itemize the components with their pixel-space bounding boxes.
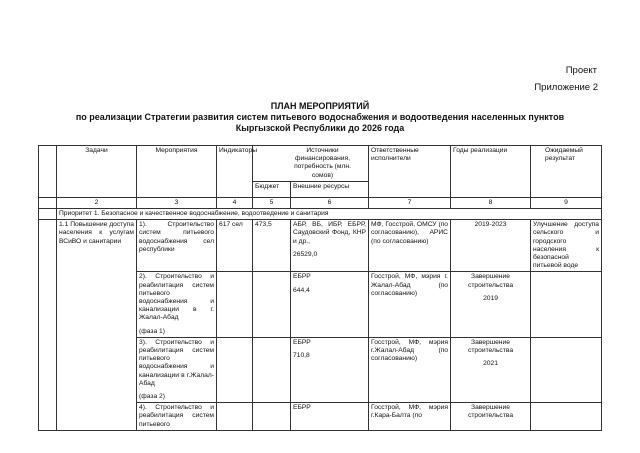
responsible-text: Госстрой, МФ, мэрия г.Кара-Балта (по	[371, 404, 449, 420]
responsible-text: Госстрой, МФ, мэрия г. Жалал-Абад (по согласованию)	[371, 273, 449, 297]
external-sum: 710,8	[293, 352, 310, 360]
table-row	[39, 220, 602, 272]
col-header-measures: Мероприятия	[137, 146, 217, 198]
years-cell	[451, 337, 531, 402]
years-value: 2019	[483, 294, 498, 302]
col-header-indicators: Индикаторы	[217, 146, 253, 198]
measure-cell	[137, 337, 217, 402]
result-cell	[531, 220, 602, 272]
years-cell: Завершение строительства	[451, 403, 531, 431]
result-cell	[531, 337, 602, 402]
col-number-header	[39, 146, 57, 198]
priority-number-cell	[39, 209, 57, 220]
col-number-cell: 7	[369, 197, 451, 208]
measure-text: 1). Строительство систем питьевого водоснабжения сел республики	[139, 221, 214, 253]
years-label: Завершение строительства	[467, 273, 514, 289]
external-sources: ЕБРР	[293, 338, 311, 346]
budget-cell	[253, 272, 291, 337]
col-number-cell: 6	[291, 197, 369, 208]
budget-cell	[253, 403, 291, 431]
draft-label: Проект	[565, 65, 597, 76]
external-sum: 26529,0	[293, 250, 318, 258]
header-row	[39, 146, 602, 182]
external-sources: ЕБРР	[293, 273, 311, 281]
responsible-cell	[369, 337, 451, 402]
responsible-text: Госстрой, МФ, мэрия г.Жалал-Абад (по согласованию)	[371, 338, 449, 363]
indicator-cell	[217, 403, 253, 431]
years-value: 2021	[483, 360, 498, 368]
document-title: ПЛАН МЕРОПРИЯТИЙ	[270, 101, 370, 111]
measure-cell	[137, 403, 217, 431]
measure-text: 2). Строительство и реабилитация систем питьевого водоснабжения и канализации в г. Жалал-Абад	[139, 273, 214, 322]
responsible-cell	[369, 403, 451, 431]
external-cell	[291, 272, 369, 337]
col-number-cell: 4	[217, 197, 253, 208]
result-text: Улучшение доступа сельского и городского населения к безопасной питьевой воде	[533, 221, 600, 270]
column-numbers-row	[39, 197, 602, 208]
document-subtitle: по реализации Стратегии развития систем питьевого водоснабжения и водоотведения населенных пунктов	[75, 112, 565, 122]
result-cell	[531, 272, 602, 337]
measure-text: 4). Строительство и реабилитация систем питьевого	[139, 404, 214, 428]
priority-title: Приоритет 1. Безопасное и качественное водоснабжение, водоотведение и санитария	[57, 209, 602, 220]
col-number-cell: 5	[253, 197, 291, 208]
responsible-text: МФ, Госстрой, ОМСУ (по согласованию), АРИС (по согласованию)	[371, 221, 449, 245]
col-number-cell: 9	[531, 197, 602, 208]
phase-label: (фаза 2)	[139, 393, 165, 401]
action-plan-table	[38, 145, 602, 431]
col-number-cell: 8	[451, 197, 531, 208]
responsible-cell	[369, 272, 451, 337]
col-header-result: Ожидаемый результат	[531, 146, 602, 198]
result-cell	[531, 403, 602, 431]
col-header-responsible: Ответственные исполнители	[369, 146, 451, 198]
indicator-cell	[217, 272, 253, 337]
indicator-cell	[217, 337, 253, 402]
phase-label: (фаза 1)	[139, 327, 165, 335]
col-header-tasks: Задачи	[57, 146, 137, 198]
indicator-cell: 617 сел	[217, 220, 253, 272]
row-number-cell	[39, 220, 57, 431]
responsible-cell	[369, 220, 451, 272]
years-label: Завершение строительства	[467, 338, 514, 355]
col-header-budget: Бюджет	[253, 181, 291, 197]
task-cell: 1.1 Повышение доступа населения к услугам ВСиВО и санитарии	[57, 220, 137, 431]
document-subtitle-line2: Кыргызской Республики до 2026 года	[235, 123, 405, 133]
priority-row	[39, 209, 602, 220]
external-cell: ЕБРР	[291, 403, 369, 431]
measure-cell	[137, 220, 217, 272]
years-cell	[451, 272, 531, 337]
external-sum: 644,4	[293, 286, 310, 294]
external-cell	[291, 220, 369, 272]
annex-label: Приложение 2	[534, 82, 598, 93]
years-cell: 2019-2023	[451, 220, 531, 272]
col-number-cell: 2	[57, 197, 137, 208]
measure-cell	[137, 272, 217, 337]
external-sources: АБР, ВБ, ИБР, ЕБРР, Саудовский Фонд, КНР и др.,	[293, 221, 367, 245]
col-number-cell: 3	[137, 197, 217, 208]
external-cell	[291, 337, 369, 402]
col-header-sources: Источники финансирования, потребность (млн. сомов)	[253, 146, 369, 182]
col-header-external: Внешние ресурсы	[291, 181, 369, 197]
col-header-years: Годы реализации	[451, 146, 531, 198]
col-number-cell	[39, 197, 57, 208]
budget-cell: 473,5	[253, 220, 291, 272]
measure-text: 3). Строительство и реабилитация систем питьевого водоснабжения и канализации в г.Жалал-Абад	[139, 338, 214, 387]
budget-cell	[253, 337, 291, 402]
